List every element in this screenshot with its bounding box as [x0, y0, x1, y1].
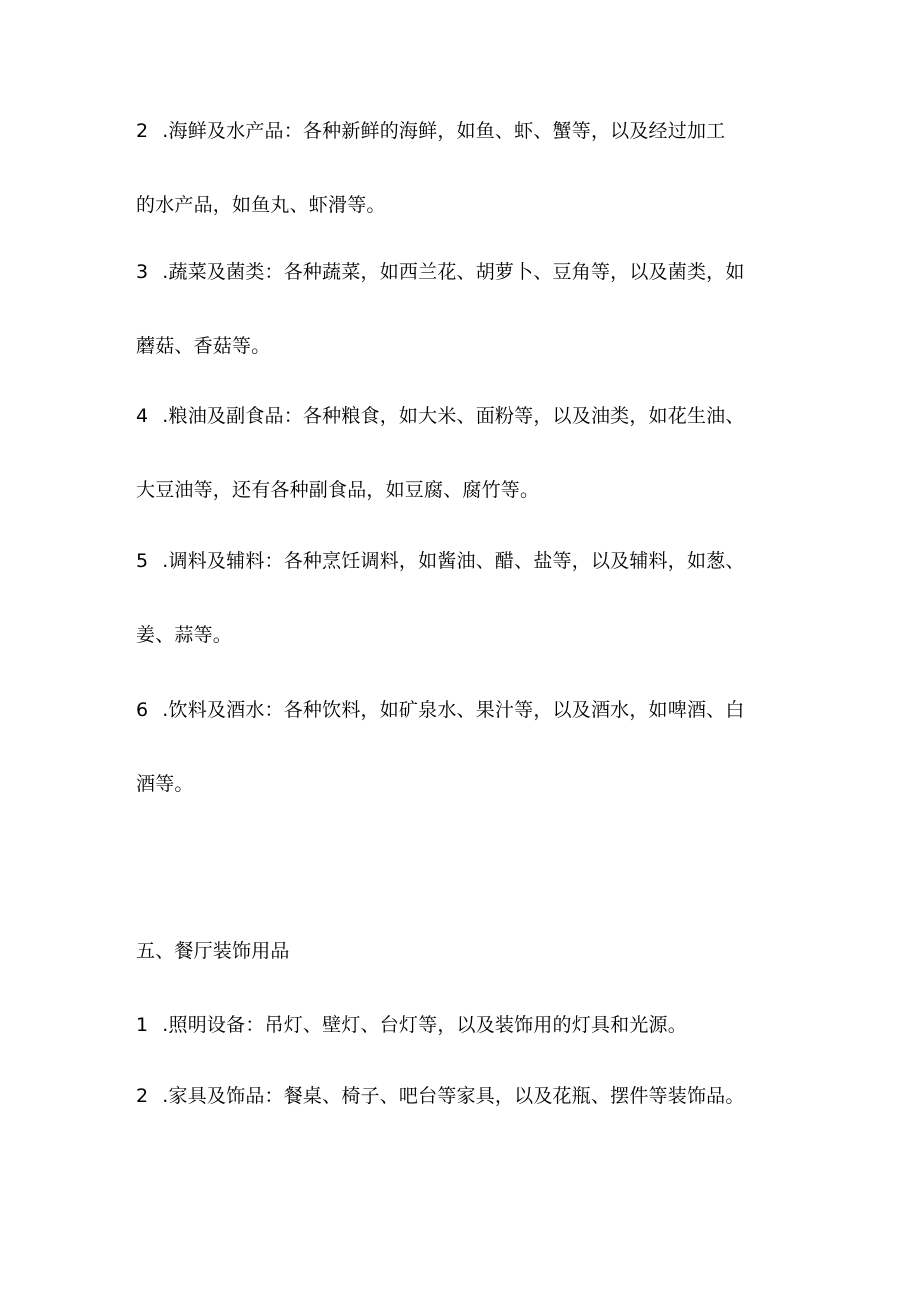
- item-2-line-1: [136, 118, 725, 144]
- item-text: .照明设备：吊灯、壁灯、台灯等，以及装饰用的灯具和光源。: [162, 1014, 687, 1036]
- item-5-line-2: 姜、蒜等。: [136, 624, 233, 646]
- item-6-line-2: 酒等。: [136, 773, 194, 795]
- item-3-line-2: 蘑菇、香菇等。: [136, 335, 271, 357]
- item-4-line-1: [136, 403, 745, 429]
- item-text: .粮油及副食品：各种粮食，如大米、面粉等，以及油类，如花生油、: [162, 405, 745, 427]
- item-number: 2: [136, 1085, 149, 1107]
- item-text: .蔬菜及菌类：各种蔬菜，如西兰花、胡萝卜、豆角等，以及菌类，如: [162, 261, 745, 283]
- item-number: 4: [136, 405, 149, 427]
- section-five-item-1: [136, 1012, 687, 1038]
- item-number: 6: [136, 699, 149, 721]
- item-2-line-2: 的水产品，如鱼丸、虾滑等。: [136, 194, 386, 216]
- item-text: .调料及辅料：各种烹饪调料，如酱油、醋、盐等，以及辅料，如葱、: [162, 550, 745, 572]
- item-text: .海鲜及水产品：各种新鲜的海鲜，如鱼、虾、蟹等，以及经过加工: [162, 120, 726, 142]
- item-6-line-1: [136, 697, 745, 723]
- item-text: .饮料及酒水：各种饮料，如矿泉水、果汁等，以及酒水，如啤酒、白: [162, 699, 745, 721]
- item-3-line-1: [136, 259, 745, 285]
- item-number: 3: [136, 261, 149, 283]
- item-text: .家具及饰品：餐桌、椅子、吧台等家具，以及花瓶、摆件等装饰品。: [162, 1085, 745, 1107]
- section-five-item-2: [136, 1083, 745, 1109]
- item-number: 2: [136, 120, 149, 142]
- item-number: 1: [136, 1014, 149, 1036]
- section-five-heading: 五、餐厅装饰用品: [136, 940, 290, 962]
- item-number: 5: [136, 550, 149, 572]
- item-5-line-1: [136, 548, 745, 574]
- item-4-line-2: 大豆油等，还有各种副食品，如豆腐、腐竹等。: [136, 479, 540, 501]
